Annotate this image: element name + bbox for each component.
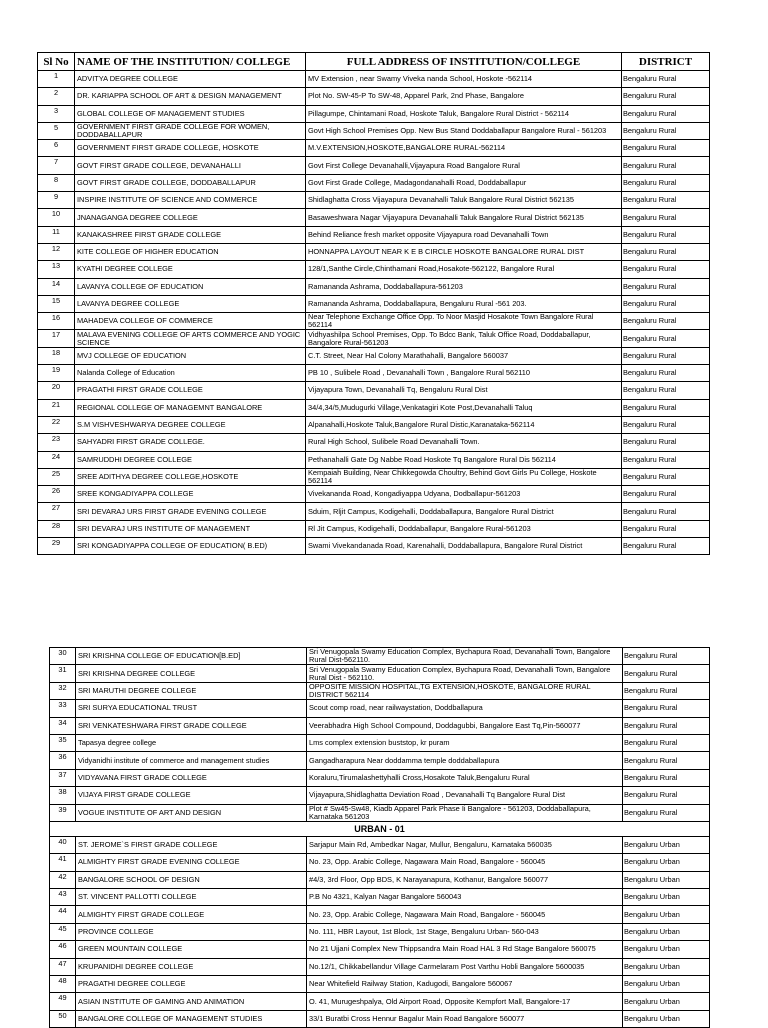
cell-address: Kempaiah Building, Near Chikkegowda Choultry, Behind Govt Girls Pu College, Hoskote 562114 xyxy=(306,468,622,485)
cell-address: Sduim, Rljit Campus, Kodigehalli, Doddaballapura, Bangalore Rural District xyxy=(306,503,622,520)
table-row xyxy=(38,313,710,330)
cell-district: Bengaluru Urban xyxy=(623,1010,710,1027)
cell-address: Swami Vivekandanada Road, Karenahalli, Doddaballapura, Bangalore Rural District xyxy=(306,538,622,555)
cell-district: Bengaluru Rural xyxy=(623,717,710,734)
table-row xyxy=(38,503,710,520)
table-row xyxy=(38,382,710,399)
cell-institution-name: DR. KARIAPPA SCHOOL OF ART & DESIGN MANAGEMENT xyxy=(75,88,306,105)
cell-district: Bengaluru Urban xyxy=(623,906,710,923)
cell-slno: 29 xyxy=(38,538,75,555)
cell-slno: 19 xyxy=(38,365,75,382)
cell-slno: 17 xyxy=(38,330,75,347)
cell-district: Bengaluru Rural xyxy=(622,451,710,468)
institutions-table-1 xyxy=(37,52,710,555)
cell-address: Plot # Sw45-Sw48, Kiadb Apparel Park Phase Ii Bangalore - 561203, Doddaballapura, Karnataka 561203 xyxy=(307,804,623,821)
cell-district: Bengaluru Rural xyxy=(623,682,710,699)
table-row xyxy=(38,416,710,433)
cell-institution-name: GLOBAL COLLEGE OF MANAGEMENT STUDIES xyxy=(75,105,306,122)
cell-institution-name: Tapasya degree college xyxy=(76,734,307,751)
cell-district: Bengaluru Rural xyxy=(622,538,710,555)
cell-slno: 44 xyxy=(50,906,76,923)
cell-slno: 7 xyxy=(38,157,75,174)
cell-district: Bengaluru Urban xyxy=(623,871,710,888)
cell-institution-name: MALAVA EVENING COLLEGE OF ARTS COMMERCE AND YOGIC SCIENCE xyxy=(75,330,306,347)
cell-district: Bengaluru Rural xyxy=(622,88,710,105)
cell-institution-name: ALMIGHTY FIRST GRADE EVENING COLLEGE xyxy=(76,854,307,871)
cell-address: Veerabhadra High School Compound, Doddagubbi, Bangalore East Tq,Pin-560077 xyxy=(307,717,623,734)
cell-district: Bengaluru Rural xyxy=(622,157,710,174)
cell-district: Bengaluru Rural xyxy=(622,105,710,122)
header-address: FULL ADDRESS OF INSTITUTION/COLLEGE xyxy=(306,53,622,71)
cell-institution-name: SRI VENKATESHWARA FIRST GRADE COLLEGE xyxy=(76,717,307,734)
cell-address: No. 23, Opp. Arabic College, Nagawara Main Road, Bangalore - 560045 xyxy=(307,906,623,923)
table-row xyxy=(50,1010,710,1027)
cell-slno: 27 xyxy=(38,503,75,520)
table-row xyxy=(38,365,710,382)
cell-address: Behind Reliance fresh market opposite Vijayapura road Devanahalli Town xyxy=(306,226,622,243)
table-row xyxy=(50,923,710,940)
cell-address: No. 111, HBR Layout, 1st Block, 1st Stage, Bengaluru Urban- 560-043 xyxy=(307,923,623,940)
table-row xyxy=(38,209,710,226)
cell-institution-name: SRI SURYA EDUCATIONAL TRUST xyxy=(76,700,307,717)
cell-district: Bengaluru Urban xyxy=(623,941,710,958)
cell-district: Bengaluru Rural xyxy=(623,700,710,717)
cell-institution-name: SAMRUDDHI DEGREE COLLEGE xyxy=(75,451,306,468)
cell-slno: 12 xyxy=(38,243,75,260)
table-row xyxy=(50,854,710,871)
cell-slno: 3 xyxy=(38,105,75,122)
cell-address: Pethanahalli Gate Dg Nabbe Road Hoskote Tq Bangalore Rural Dis 562114 xyxy=(306,451,622,468)
cell-slno: 41 xyxy=(50,854,76,871)
table-row xyxy=(38,330,710,347)
cell-district: Bengaluru Urban xyxy=(623,993,710,1010)
cell-address: Near Whitefield Railway Station, Kadugodi, Bangalore 560067 xyxy=(307,976,623,993)
cell-address: Sri Venugopala Swamy Education Complex, Bychapura Road, Devanahalli Town, Bangalore Rural Dist-562110. xyxy=(307,648,623,665)
cell-slno: 13 xyxy=(38,261,75,278)
table-row xyxy=(50,648,710,665)
section-label-urban: URBAN - 01 xyxy=(50,821,710,836)
table-row xyxy=(38,226,710,243)
cell-district: Bengaluru Urban xyxy=(623,958,710,975)
cell-district: Bengaluru Rural xyxy=(623,665,710,682)
cell-address: MV Extension , near Swamy Viveka nanda School, Hoskote -562114 xyxy=(306,71,622,88)
table-row xyxy=(50,958,710,975)
table-row xyxy=(38,520,710,537)
cell-district: Bengaluru Urban xyxy=(623,889,710,906)
cell-slno: 15 xyxy=(38,295,75,312)
cell-institution-name: PRAGATHI FIRST GRADE COLLEGE xyxy=(75,382,306,399)
cell-institution-name: SRI DEVARAJ URS FIRST GRADE EVENING COLLEGE xyxy=(75,503,306,520)
cell-address: Sarjapur Main Rd, Ambedkar Nagar, Mullur, Bengaluru, Karnataka 560035 xyxy=(307,836,623,853)
table-row xyxy=(38,157,710,174)
cell-district: Bengaluru Rural xyxy=(622,416,710,433)
cell-slno: 47 xyxy=(50,958,76,975)
cell-slno: 25 xyxy=(38,468,75,485)
cell-institution-name: GOVT FIRST GRADE COLLEGE, DODDABALLAPUR xyxy=(75,174,306,191)
cell-slno: 21 xyxy=(38,399,75,416)
cell-slno: 10 xyxy=(38,209,75,226)
cell-institution-name: LAVANYA COLLEGE OF EDUCATION xyxy=(75,278,306,295)
cell-district: Bengaluru Urban xyxy=(623,976,710,993)
cell-address: Vidhyashilpa School Premises, Opp. To Bdcc Bank, Taluk Office Road, Doddaballapur, Bangalore Rural-561203 xyxy=(306,330,622,347)
cell-district: Bengaluru Urban xyxy=(623,923,710,940)
cell-district: Bengaluru Urban xyxy=(623,836,710,853)
table-row xyxy=(50,804,710,821)
cell-address: Sri Venugopala Swamy Education Complex, Bychapura Road, Devanahalli Town, Bangalore Rural Dist - 562110. xyxy=(307,665,623,682)
cell-institution-name: GOVT FIRST GRADE COLLEGE, DEVANAHALLI xyxy=(75,157,306,174)
cell-address: Vijayapura Town, Devanahalli Tq, Bengaluru Rural Dist xyxy=(306,382,622,399)
cell-address: Lms complex extension buststop, kr puram xyxy=(307,734,623,751)
table-row xyxy=(50,836,710,853)
cell-address: Shidlaghatta Cross Vijayapura Devanahalli Taluk Bangalore Rural District 562135 xyxy=(306,192,622,209)
cell-address: Ramananda Ashrama, Doddaballapura, Bengaluru Rural -561 203. xyxy=(306,295,622,312)
cell-institution-name: MVJ COLLEGE OF EDUCATION xyxy=(75,347,306,364)
cell-slno: 38 xyxy=(50,787,76,804)
cell-institution-name: ST. VINCENT PALLOTTI COLLEGE xyxy=(76,889,307,906)
table-row xyxy=(50,734,710,751)
cell-institution-name: INSPIRE INSTITUTE OF SCIENCE AND COMMERCE xyxy=(75,192,306,209)
cell-district: Bengaluru Rural xyxy=(622,382,710,399)
table-row xyxy=(50,976,710,993)
cell-institution-name: Nalanda College of Education xyxy=(75,365,306,382)
table-row xyxy=(50,906,710,923)
cell-address: HONNAPPA LAYOUT NEAR K E B CIRCLE HOSKOTE BANGALORE RURAL DIST xyxy=(306,243,622,260)
table-row xyxy=(38,105,710,122)
cell-slno: 48 xyxy=(50,976,76,993)
cell-slno: 34 xyxy=(50,717,76,734)
header-district: DISTRICT xyxy=(622,53,710,71)
cell-slno: 26 xyxy=(38,486,75,503)
table-row xyxy=(50,752,710,769)
cell-district: Bengaluru Rural xyxy=(622,468,710,485)
table-row xyxy=(38,538,710,555)
cell-district: Bengaluru Rural xyxy=(622,347,710,364)
cell-institution-name: VIJAYA FIRST GRADE COLLEGE xyxy=(76,787,307,804)
table-row xyxy=(38,88,710,105)
cell-district: Bengaluru Rural xyxy=(622,486,710,503)
cell-address: Govt High School Premises Opp. New Bus Stand Doddaballapur Bangalore Rural - 561203 xyxy=(306,122,622,139)
table-row xyxy=(38,468,710,485)
urban-section xyxy=(50,821,710,836)
cell-district: Bengaluru Rural xyxy=(622,243,710,260)
cell-slno: 8 xyxy=(38,174,75,191)
header-row xyxy=(38,53,710,71)
cell-district: Bengaluru Rural xyxy=(622,174,710,191)
cell-institution-name: REGIONAL COLLEGE OF MANAGEMNT BANGALORE xyxy=(75,399,306,416)
cell-slno: 24 xyxy=(38,451,75,468)
cell-slno: 30 xyxy=(50,648,76,665)
table-2-body xyxy=(50,648,710,822)
cell-address: Alpanahalli,Hoskote Taluk,Bangalore Rural Distic,Karanataka-562114 xyxy=(306,416,622,433)
cell-address: Near Telephone Exchange Office Opp. To Noor Masjid Hosakote Town Bangalore Rural 562114 xyxy=(306,313,622,330)
cell-slno: 18 xyxy=(38,347,75,364)
cell-slno: 33 xyxy=(50,700,76,717)
cell-institution-name: BANGALORE COLLEGE OF MANAGEMENT STUDIES xyxy=(76,1010,307,1027)
cell-slno: 43 xyxy=(50,889,76,906)
cell-district: Bengaluru Rural xyxy=(622,503,710,520)
cell-address: Rl Jit Campus, Kodigehalli, Doddaballapur, Bangalore Rural-561203 xyxy=(306,520,622,537)
cell-district: Bengaluru Rural xyxy=(622,209,710,226)
cell-slno: 5 xyxy=(38,122,75,139)
cell-address: P.B No 4321, Kalyan Nagar Bangalore 560043 xyxy=(307,889,623,906)
table-row xyxy=(50,871,710,888)
cell-institution-name: KRUPANIDHI DEGREE COLLEGE xyxy=(76,958,307,975)
cell-slno: 32 xyxy=(50,682,76,699)
cell-district: Bengaluru Rural xyxy=(623,752,710,769)
table-row xyxy=(38,122,710,139)
cell-address: M.V.EXTENSION,HOSKOTE,BANGALORE RURAL-562114 xyxy=(306,140,622,157)
cell-slno: 35 xyxy=(50,734,76,751)
cell-district: Bengaluru Rural xyxy=(622,71,710,88)
cell-district: Bengaluru Rural xyxy=(622,330,710,347)
cell-address: Rural High School, Sulibele Road Devanahalli Town. xyxy=(306,434,622,451)
cell-address: Ramananda Ashrama, Doddaballapura-561203 xyxy=(306,278,622,295)
cell-slno: 14 xyxy=(38,278,75,295)
cell-district: Bengaluru Rural xyxy=(622,434,710,451)
table-row xyxy=(50,769,710,786)
cell-district: Bengaluru Rural xyxy=(622,365,710,382)
cell-slno: 42 xyxy=(50,871,76,888)
table-row xyxy=(38,174,710,191)
table-row xyxy=(38,261,710,278)
cell-district: Bengaluru Rural xyxy=(622,295,710,312)
cell-district: Bengaluru Rural xyxy=(622,313,710,330)
cell-slno: 9 xyxy=(38,192,75,209)
table-row xyxy=(38,278,710,295)
cell-institution-name: ADVITYA DEGREE COLLEGE xyxy=(75,71,306,88)
cell-address: Scout comp road, near railwaystation, Doddballapura xyxy=(307,700,623,717)
cell-address: No. 23, Opp. Arabic College, Nagawara Main Road, Bangalore - 560045 xyxy=(307,854,623,871)
cell-institution-name: VOGUE INSTITUTE OF ART AND DESIGN xyxy=(76,804,307,821)
cell-district: Bengaluru Rural xyxy=(623,769,710,786)
cell-slno: 45 xyxy=(50,923,76,940)
table-row xyxy=(38,451,710,468)
table-row xyxy=(38,295,710,312)
cell-institution-name: LAVANYA DEGREE COLLEGE xyxy=(75,295,306,312)
cell-address: C.T. Street, Near Hal Colony Marathahalli, Bangalore 560037 xyxy=(306,347,622,364)
cell-district: Bengaluru Rural xyxy=(622,278,710,295)
cell-institution-name: GREEN MOUNTAIN COLLEGE xyxy=(76,941,307,958)
cell-address: No.12/1, Chikkabellandur Village Carmelaram Post Varthu Hobli Bangalore 5600035 xyxy=(307,958,623,975)
cell-address: Basaweshwara Nagar Vijayapura Devanahalli Taluk Bangalore Rural District 562135 xyxy=(306,209,622,226)
table-row xyxy=(50,889,710,906)
table-row xyxy=(38,486,710,503)
cell-institution-name: SREE ADITHYA DEGREE COLLEGE,HOSKOTE xyxy=(75,468,306,485)
cell-address: Govt First College Devanahalli,Vijayapura Road Bangalore Rural xyxy=(306,157,622,174)
table-row xyxy=(38,243,710,260)
cell-address: Vijayapura,Shidlaghatta Deviation Road , Devanahalli Tq Bangalore Rural Dist xyxy=(307,787,623,804)
cell-institution-name: PRAGATHI DEGREE COLLEGE xyxy=(76,976,307,993)
cell-slno: 2 xyxy=(38,88,75,105)
cell-institution-name: KYATHI DEGREE COLLEGE xyxy=(75,261,306,278)
cell-slno: 37 xyxy=(50,769,76,786)
cell-district: Bengaluru Rural xyxy=(622,261,710,278)
cell-address: Plot No. SW-45-P To SW-48, Apparel Park, 2nd Phase, Bangalore xyxy=(306,88,622,105)
table-row xyxy=(50,787,710,804)
table-row xyxy=(50,700,710,717)
cell-address: Gangadharapura Near doddamma temple doddaballapura xyxy=(307,752,623,769)
table-1-body xyxy=(38,71,710,555)
cell-district: Bengaluru Rural xyxy=(623,804,710,821)
table-row xyxy=(38,192,710,209)
table-row xyxy=(38,347,710,364)
cell-slno: 49 xyxy=(50,993,76,1010)
cell-institution-name: KANAKASHREE FIRST GRADE COLLEGE xyxy=(75,226,306,243)
table-row xyxy=(50,665,710,682)
cell-institution-name: MAHADEVA COLLEGE OF COMMERCE xyxy=(75,313,306,330)
cell-slno: 40 xyxy=(50,836,76,853)
cell-slno: 6 xyxy=(38,140,75,157)
cell-institution-name: SRI KONGADIYAPPA COLLEGE OF EDUCATION( B.ED) xyxy=(75,538,306,555)
cell-address: #4/3, 3rd Floor, Opp BDS, K Narayanapura, Kothanur, Bangalore 560077 xyxy=(307,871,623,888)
header-name: NAME OF THE INSTITUTION/ COLLEGE xyxy=(75,53,306,71)
cell-institution-name: ST. JEROME`S FIRST GRADE COLLEGE xyxy=(76,836,307,853)
cell-slno: 39 xyxy=(50,804,76,821)
cell-address: PB 10 , Sulibele Road , Devanahalli Town , Bangalore Rural 562110 xyxy=(306,365,622,382)
cell-district: Bengaluru Urban xyxy=(623,854,710,871)
cell-slno: 36 xyxy=(50,752,76,769)
section-row xyxy=(50,821,710,836)
cell-institution-name: GOVERNMENT FIRST GRADE COLLEGE FOR WOMEN, DODDABALLAPUR xyxy=(75,122,306,139)
cell-address: 34/4,34/5,Mudugurki Village,Venkatagiri Kote Post,Devanahalli Taluq xyxy=(306,399,622,416)
cell-institution-name: JNANAGANGA DEGREE COLLEGE xyxy=(75,209,306,226)
cell-institution-name: ASIAN INSTITUTE OF GAMING AND ANIMATION xyxy=(76,993,307,1010)
cell-district: Bengaluru Rural xyxy=(623,787,710,804)
cell-address: No 21 Ujjani Complex New Thippsandra Main Road HAL 3 Rd Stage Bangalore 560075 xyxy=(307,941,623,958)
cell-address: Govt First Grade College, Madagondanahalli Road, Doddaballapur xyxy=(306,174,622,191)
cell-district: Bengaluru Rural xyxy=(622,226,710,243)
institutions-table-2 xyxy=(49,647,710,1028)
cell-institution-name: GOVERNMENT FIRST GRADE COLLEGE, HOSKOTE xyxy=(75,140,306,157)
table-row xyxy=(38,71,710,88)
cell-address: Pillagumpe, Chintamani Road, Hoskote Taluk, Bangalore Rural District - 562114 xyxy=(306,105,622,122)
cell-district: Bengaluru Rural xyxy=(622,192,710,209)
table-row xyxy=(50,717,710,734)
cell-address: Vivekananda Road, Kongadiyappa Udyana, Dodballapur-561203 xyxy=(306,486,622,503)
cell-district: Bengaluru Rural xyxy=(622,399,710,416)
cell-slno: 22 xyxy=(38,416,75,433)
cell-district: Bengaluru Rural xyxy=(622,122,710,139)
cell-institution-name: KITE COLLEGE OF HIGHER EDUCATION xyxy=(75,243,306,260)
table-row xyxy=(38,140,710,157)
cell-district: Bengaluru Rural xyxy=(623,648,710,665)
cell-address: O. 41, Murugeshpalya, Old Airport Road, Opposite Kempfort Mall, Bangalore-17 xyxy=(307,993,623,1010)
cell-institution-name: SAHYADRI FIRST GRADE COLLEGE. xyxy=(75,434,306,451)
cell-address: OPPOSITE MISSION HOSPITAL,TG EXTENSION,HOSKOTE, BANGALORE RURAL DISTRICT 562114 xyxy=(307,682,623,699)
table-row xyxy=(38,399,710,416)
cell-slno: 20 xyxy=(38,382,75,399)
cell-district: Bengaluru Rural xyxy=(622,520,710,537)
cell-district: Bengaluru Rural xyxy=(623,734,710,751)
cell-slno: 11 xyxy=(38,226,75,243)
cell-institution-name: SRI MARUTHI DEGREE COLLEGE xyxy=(76,682,307,699)
cell-slno: 16 xyxy=(38,313,75,330)
header-slno: Sl No xyxy=(38,53,75,71)
cell-institution-name: Vidyanidhi institute of commerce and management studies xyxy=(76,752,307,769)
cell-slno: 46 xyxy=(50,941,76,958)
cell-district: Bengaluru Rural xyxy=(622,140,710,157)
cell-institution-name: PROVINCE COLLEGE xyxy=(76,923,307,940)
cell-address: 33/1 Buratbi Cross Hennur Bagalur Main Road Bangalore 560077 xyxy=(307,1010,623,1027)
table-row xyxy=(50,682,710,699)
table-3-body xyxy=(50,836,710,1027)
cell-institution-name: BANGALORE SCHOOL OF DESIGN xyxy=(76,871,307,888)
table-row xyxy=(50,993,710,1010)
cell-institution-name: SRI KRISHNA DEGREE COLLEGE xyxy=(76,665,307,682)
table-row xyxy=(38,434,710,451)
cell-slno: 31 xyxy=(50,665,76,682)
cell-institution-name: SRI DEVARAJ URS INSTITUTE OF MANAGEMENT xyxy=(75,520,306,537)
cell-address: Koraluru,Tirumalashettyhalli Cross,Hosakote Taluk,Bengaluru Rural xyxy=(307,769,623,786)
cell-institution-name: S.M VISHVESHWARYA DEGREE COLLEGE xyxy=(75,416,306,433)
cell-slno: 1 xyxy=(38,71,75,88)
table-row xyxy=(50,941,710,958)
cell-slno: 28 xyxy=(38,520,75,537)
cell-institution-name: SRI KRISHNA COLLEGE OF EDUCATION[B.ED] xyxy=(76,648,307,665)
cell-institution-name: SREE KONGADIYAPPA COLLEGE xyxy=(75,486,306,503)
cell-slno: 50 xyxy=(50,1010,76,1027)
cell-slno: 23 xyxy=(38,434,75,451)
cell-institution-name: VIDYAVANA FIRST GRADE COLLEGE xyxy=(76,769,307,786)
cell-institution-name: ALMIGHTY FIRST GRADE COLLEGE xyxy=(76,906,307,923)
cell-address: 128/1,Santhe Circle,Chinthamani Road,Hosakote-562122, Bangalore Rural xyxy=(306,261,622,278)
